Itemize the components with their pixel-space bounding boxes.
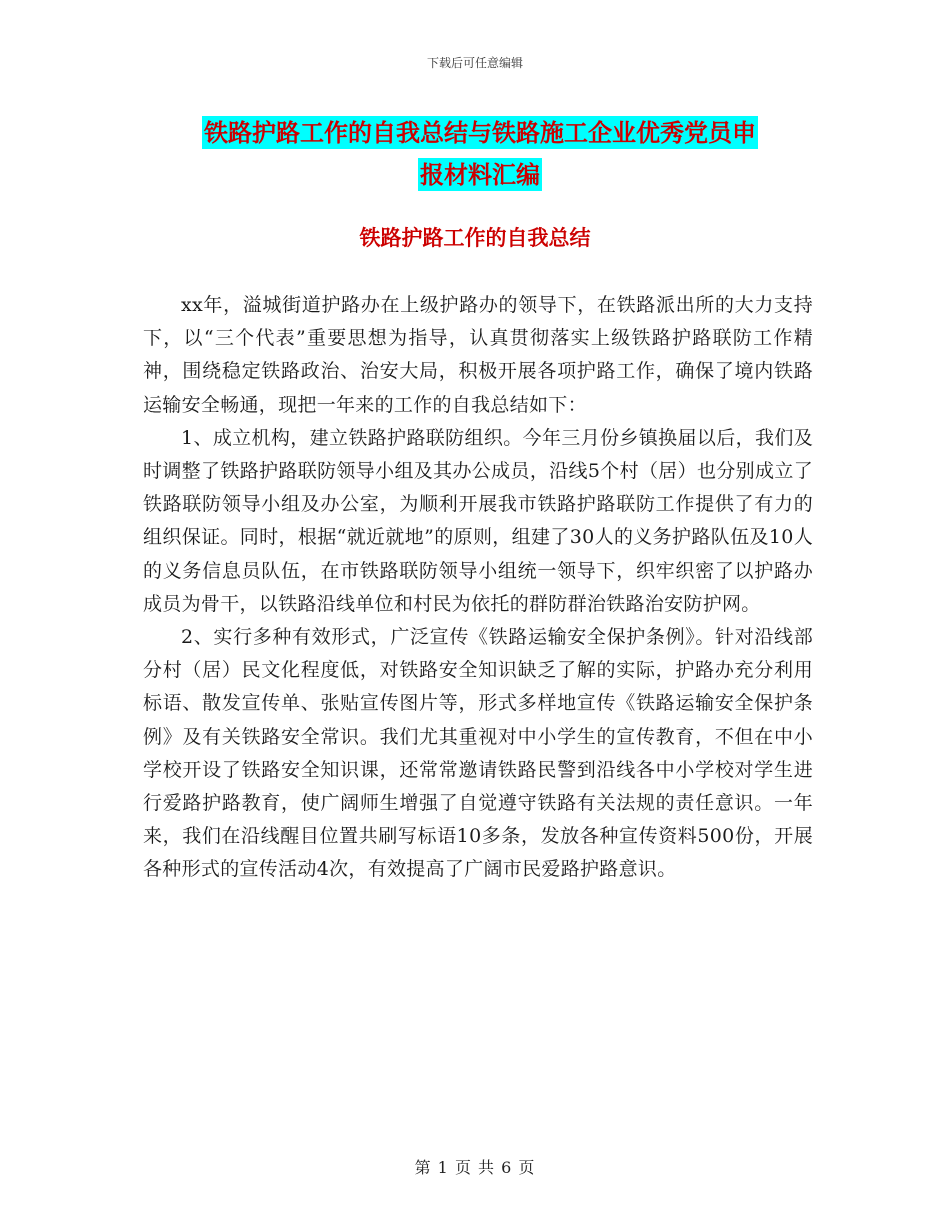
document-title-line2: 报材料汇编: [420, 160, 540, 189]
paragraph-1: 1、成立机构，建立铁路护路联防组织。今年三月份乡镇换届以后，我们及时调整了铁路护路联防领导小组及其办公成员，沿线5个村（居）也分别成立了铁路联防领导小组及办公室，为顺利开展我市铁路护路联防工作提供了有力的组织保证。同时，根据“就近就地”的原则，组建了30人的义务护路队伍及10人的义务信息员队伍，在市铁路联防领导小组统一领导下，织牢织密了以护路办成员为骨干，以铁路沿线单位和村民为依托的群防群治铁路治安防护网。: [143, 426, 813, 615]
header-note: 下载后可任意编辑: [426, 56, 523, 70]
paragraph-2: 2、实行多种有效形式，广泛宣传《铁路运输安全保护条例》。针对沿线部分村（居）民文化程度低，对铁路安全知识缺乏了解的实际，护路办充分利用标语、散发宣传单、张贴宣传图片等，形式多样地宣传《铁路运输安全保护条例》及有关铁路安全常识。我们尤其重视对中小学生的宣传教育，不但在中小学校开设了铁路安全知识课，还常常邀请铁路民警到沿线各中小学校对学生进行爱路护路教育，使广阔师生增强了自觉遵守铁路有关法规的责任意识。一年来，我们在沿线醒目位置共刷写标语10多条，发放各种宣传资料500份，开展各种形式的宣传活动4次，有效提高了广阔市民爱路护路意识。: [143, 626, 813, 881]
page-footer: 第 1 页 共 6 页: [414, 1158, 536, 1177]
document-title: [150, 112, 810, 196]
section-heading: 铁路护路工作的自我总结: [359, 225, 591, 250]
body-text: [143, 289, 813, 887]
paragraph-intro: xx年，溢城街道护路办在上级护路办的领导下，在铁路派出所的大力支持下，以“三个代表”重要思想为指导，认真贯彻落实上级铁路护路联防工作精神，围绕稳定铁路政治、治安大局，积极开展各项护路工作，确保了境内铁路运输安全畅通，现把一年来的工作的自我总结如下：: [143, 294, 813, 416]
document-title-line1: 铁路护路工作的自我总结与铁路施工企业优秀党员申: [204, 118, 756, 147]
